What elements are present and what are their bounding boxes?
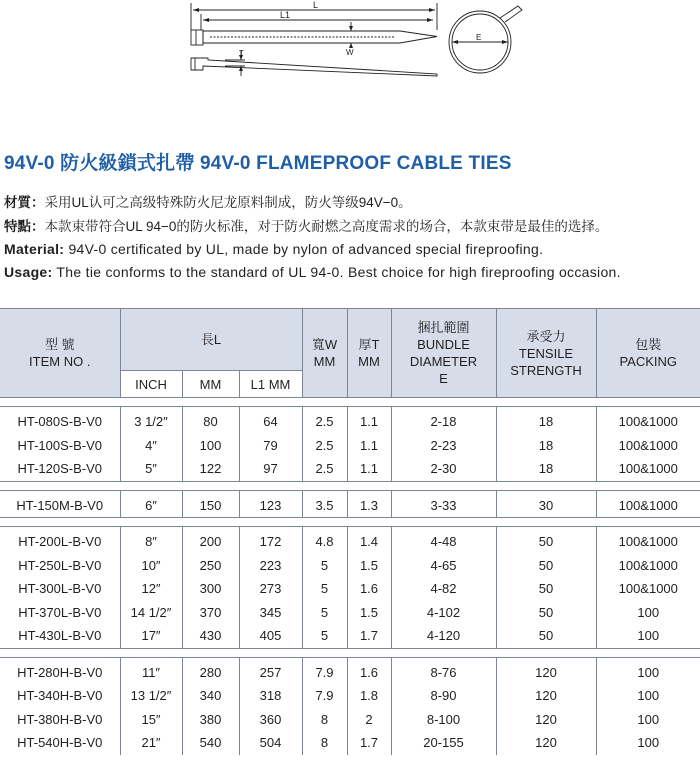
cell-item-no: HT-540H-B-V0 [0, 731, 120, 755]
cell-tensile: 18 [496, 457, 596, 481]
cell-item-no: HT-150M-B-V0 [0, 490, 120, 518]
table-row [0, 490, 700, 518]
cell-width: 3.5 [302, 490, 347, 518]
cell-l1-mm: 223 [239, 554, 302, 578]
cell-length-mm: 370 [182, 601, 239, 625]
cable-tie-diagram [0, 0, 700, 130]
cell-inch: 5″ [120, 457, 182, 481]
cell-width: 7.9 [302, 684, 347, 708]
cell-item-no: HT-340H-B-V0 [0, 684, 120, 708]
material-cn-label: 材質： [4, 195, 45, 210]
cell-length-mm: 540 [182, 731, 239, 755]
cell-tensile: 120 [496, 657, 596, 684]
cell-thickness: 1.5 [347, 554, 391, 578]
cell-width: 5 [302, 577, 347, 601]
cell-width: 2.5 [302, 457, 347, 481]
cell-packing: 100 [596, 708, 700, 732]
table-row [0, 731, 700, 755]
cell-l1-mm: 123 [239, 490, 302, 518]
table-row [0, 684, 700, 708]
cell-width: 5 [302, 624, 347, 648]
cell-item-no: HT-120S-B-V0 [0, 457, 120, 481]
cell-item-no: HT-380H-B-V0 [0, 708, 120, 732]
cell-length-mm: 340 [182, 684, 239, 708]
header-thickness-cn: 厚T [358, 337, 380, 352]
material-en-label: Material: [4, 241, 65, 257]
cell-length-mm: 80 [182, 407, 239, 434]
cell-packing: 100&1000 [596, 457, 700, 481]
cell-tensile: 120 [496, 708, 596, 732]
cell-bundle-diameter: 2-30 [391, 457, 496, 481]
cell-item-no: HT-430L-B-V0 [0, 624, 120, 648]
spec-table-body [0, 398, 700, 755]
cell-bundle-diameter: 4-65 [391, 554, 496, 578]
table-row [0, 624, 700, 648]
cell-thickness: 1.7 [347, 624, 391, 648]
cell-thickness: 1.6 [347, 657, 391, 684]
cell-packing: 100&1000 [596, 554, 700, 578]
table-row [0, 457, 700, 481]
separator-cell [0, 648, 700, 657]
header-bundle-en3: E [439, 371, 448, 386]
header-width-cn: 寬W [311, 337, 338, 352]
header-bundle-en2: DIAMETER [409, 354, 478, 369]
cell-width: 8 [302, 708, 347, 732]
usage-en-label: Usage: [4, 264, 53, 280]
cell-l1-mm: 64 [239, 407, 302, 434]
cell-bundle-diameter: 4-48 [391, 527, 496, 554]
cell-width: 2.5 [302, 407, 347, 434]
cell-length-mm: 430 [182, 624, 239, 648]
header-tensile-cn: 承受力 [526, 328, 566, 344]
cell-tensile: 120 [496, 684, 596, 708]
cell-l1-mm: 318 [239, 684, 302, 708]
separator-cell [0, 398, 700, 407]
cell-packing: 100 [596, 731, 700, 755]
page-title: 94V-0 防火級鎖式扎帶 94V-0 FLAMEPROOF CABLE TIES [4, 153, 512, 174]
cell-l1-mm: 360 [239, 708, 302, 732]
subheader-l1: L1 MM [239, 371, 302, 398]
header-thickness [347, 309, 391, 398]
cell-l1-mm: 257 [239, 657, 302, 684]
header-packing-cn: 包裝 [635, 337, 662, 352]
cell-l1-mm: 504 [239, 731, 302, 755]
cell-length-mm: 300 [182, 577, 239, 601]
cell-thickness: 1.6 [347, 577, 391, 601]
cell-tensile: 30 [496, 490, 596, 518]
cell-inch: 3 1/2″ [120, 407, 182, 434]
header-tensile-en2: STRENGTH [510, 362, 582, 378]
group-separator [0, 481, 700, 490]
table-row [0, 527, 700, 554]
cell-bundle-diameter: 20-155 [391, 731, 496, 755]
dim-L-label: L [313, 0, 319, 10]
usage-en [4, 264, 621, 280]
cell-length-mm: 200 [182, 527, 239, 554]
header-tensile-en1: TENSILE [518, 345, 574, 361]
material-en-text: 94V-0 certificated by UL, made by nylon of advanced special fireproofing. [64, 241, 544, 257]
header-model [0, 309, 120, 398]
cell-packing: 100 [596, 601, 700, 625]
feature-cn-text: 本款束带符合UL 94−0的防火标准，对于防火耐燃之高度需求的场合，本款束带是最佳的选择。 [44, 219, 609, 234]
cell-item-no: HT-080S-B-V0 [0, 407, 120, 434]
table-row [0, 554, 700, 578]
cell-width: 4.8 [302, 527, 347, 554]
cell-item-no: HT-100S-B-V0 [0, 434, 120, 458]
usage-en-text: The tie conforms to the standard of UL 94-0. Best choice for high fireproofing occasion. [52, 264, 621, 280]
cell-thickness: 1.4 [347, 527, 391, 554]
header-thickness-unit: MM [358, 354, 380, 369]
header-width [302, 309, 347, 398]
cell-tensile: 50 [496, 554, 596, 578]
cell-inch: 15″ [120, 708, 182, 732]
material-cn [4, 191, 412, 211]
cell-width: 2.5 [302, 434, 347, 458]
cell-inch: 12″ [120, 577, 182, 601]
cell-tensile: 18 [496, 434, 596, 458]
separator-cell [0, 481, 700, 490]
subheader-mm: MM [182, 371, 239, 398]
feature-cn [4, 215, 608, 235]
cell-thickness: 1.5 [347, 601, 391, 625]
cell-l1-mm: 273 [239, 577, 302, 601]
cell-inch: 13 1/2″ [120, 684, 182, 708]
cell-thickness: 1.3 [347, 490, 391, 518]
cell-item-no: HT-200L-B-V0 [0, 527, 120, 554]
feature-cn-label: 特點： [4, 219, 45, 234]
cell-item-no: HT-250L-B-V0 [0, 554, 120, 578]
cell-thickness: 1.7 [347, 731, 391, 755]
cell-thickness: 2 [347, 708, 391, 732]
header-model-cn: 型 號 [44, 337, 75, 352]
cell-packing: 100 [596, 624, 700, 648]
cell-length-mm: 100 [182, 434, 239, 458]
cell-tensile: 50 [496, 527, 596, 554]
cell-packing: 100&1000 [596, 490, 700, 518]
header-bundle-cn: 捆扎範圍 [417, 320, 470, 335]
group-separator [0, 398, 700, 407]
cell-bundle-diameter: 8-90 [391, 684, 496, 708]
header-length: 長L [120, 309, 302, 371]
cell-inch: 11″ [120, 657, 182, 684]
header-tensile [496, 309, 596, 398]
dim-L1-label: L1 [280, 10, 291, 20]
cell-bundle-diameter: 8-100 [391, 708, 496, 732]
dim-E-label: E [476, 33, 482, 42]
cell-item-no: HT-300L-B-V0 [0, 577, 120, 601]
header-packing [596, 309, 700, 398]
cell-width: 5 [302, 601, 347, 625]
cell-packing: 100 [596, 657, 700, 684]
header-width-unit: MM [313, 354, 336, 369]
cell-tensile: 50 [496, 624, 596, 648]
cell-l1-mm: 79 [239, 434, 302, 458]
material-cn-text: 采用UL认可之高级特殊防火尼龙原料制成，防火等级94V−0。 [44, 195, 412, 210]
group-separator [0, 648, 700, 657]
cell-l1-mm: 97 [239, 457, 302, 481]
cell-thickness: 1.1 [347, 434, 391, 458]
cell-packing: 100&1000 [596, 527, 700, 554]
cell-width: 7.9 [302, 657, 347, 684]
cell-inch: 14 1/2″ [120, 601, 182, 625]
cell-thickness: 1.1 [347, 407, 391, 434]
header-model-en: ITEM NO . [29, 354, 91, 369]
cell-packing: 100&1000 [596, 434, 700, 458]
cell-item-no: HT-280H-B-V0 [0, 657, 120, 684]
cell-tensile: 50 [496, 601, 596, 625]
cell-l1-mm: 405 [239, 624, 302, 648]
cell-inch: 6″ [120, 490, 182, 518]
table-row [0, 407, 700, 434]
cell-bundle-diameter: 4-82 [391, 577, 496, 601]
cell-bundle-diameter: 8-76 [391, 657, 496, 684]
cell-inch: 8″ [120, 527, 182, 554]
cell-tensile: 120 [496, 731, 596, 755]
cell-packing: 100 [596, 684, 700, 708]
cell-length-mm: 250 [182, 554, 239, 578]
header-bundle-diameter [391, 309, 496, 398]
group-separator [0, 518, 700, 527]
table-row [0, 577, 700, 601]
cell-bundle-diameter: 4-120 [391, 624, 496, 648]
header-bundle-en1: BUNDLE [417, 337, 470, 352]
separator-cell [0, 518, 700, 527]
cell-packing: 100&1000 [596, 407, 700, 434]
spec-table [0, 308, 700, 755]
cell-item-no: HT-370L-B-V0 [0, 601, 120, 625]
cell-length-mm: 150 [182, 490, 239, 518]
header-packing-en: PACKING [619, 354, 678, 369]
cell-bundle-diameter: 4-102 [391, 601, 496, 625]
table-row [0, 657, 700, 684]
cell-inch: 10″ [120, 554, 182, 578]
cell-l1-mm: 172 [239, 527, 302, 554]
cell-width: 8 [302, 731, 347, 755]
cell-tensile: 50 [496, 577, 596, 601]
cell-thickness: 1.1 [347, 457, 391, 481]
cell-inch: 4″ [120, 434, 182, 458]
material-en [4, 241, 543, 257]
dim-W-label: W [346, 48, 354, 57]
cell-width: 5 [302, 554, 347, 578]
cell-bundle-diameter: 2-23 [391, 434, 496, 458]
cell-bundle-diameter: 2-18 [391, 407, 496, 434]
cell-l1-mm: 345 [239, 601, 302, 625]
cell-length-mm: 380 [182, 708, 239, 732]
cell-bundle-diameter: 3-33 [391, 490, 496, 518]
table-row [0, 601, 700, 625]
dim-T-label: T [239, 49, 244, 58]
cell-inch: 17″ [120, 624, 182, 648]
subheader-inch: INCH [120, 371, 182, 398]
cell-length-mm: 280 [182, 657, 239, 684]
cell-packing: 100&1000 [596, 577, 700, 601]
cell-inch: 21″ [120, 731, 182, 755]
cell-tensile: 18 [496, 407, 596, 434]
cell-thickness: 1.8 [347, 684, 391, 708]
table-row [0, 708, 700, 732]
table-row [0, 434, 700, 458]
cell-length-mm: 122 [182, 457, 239, 481]
